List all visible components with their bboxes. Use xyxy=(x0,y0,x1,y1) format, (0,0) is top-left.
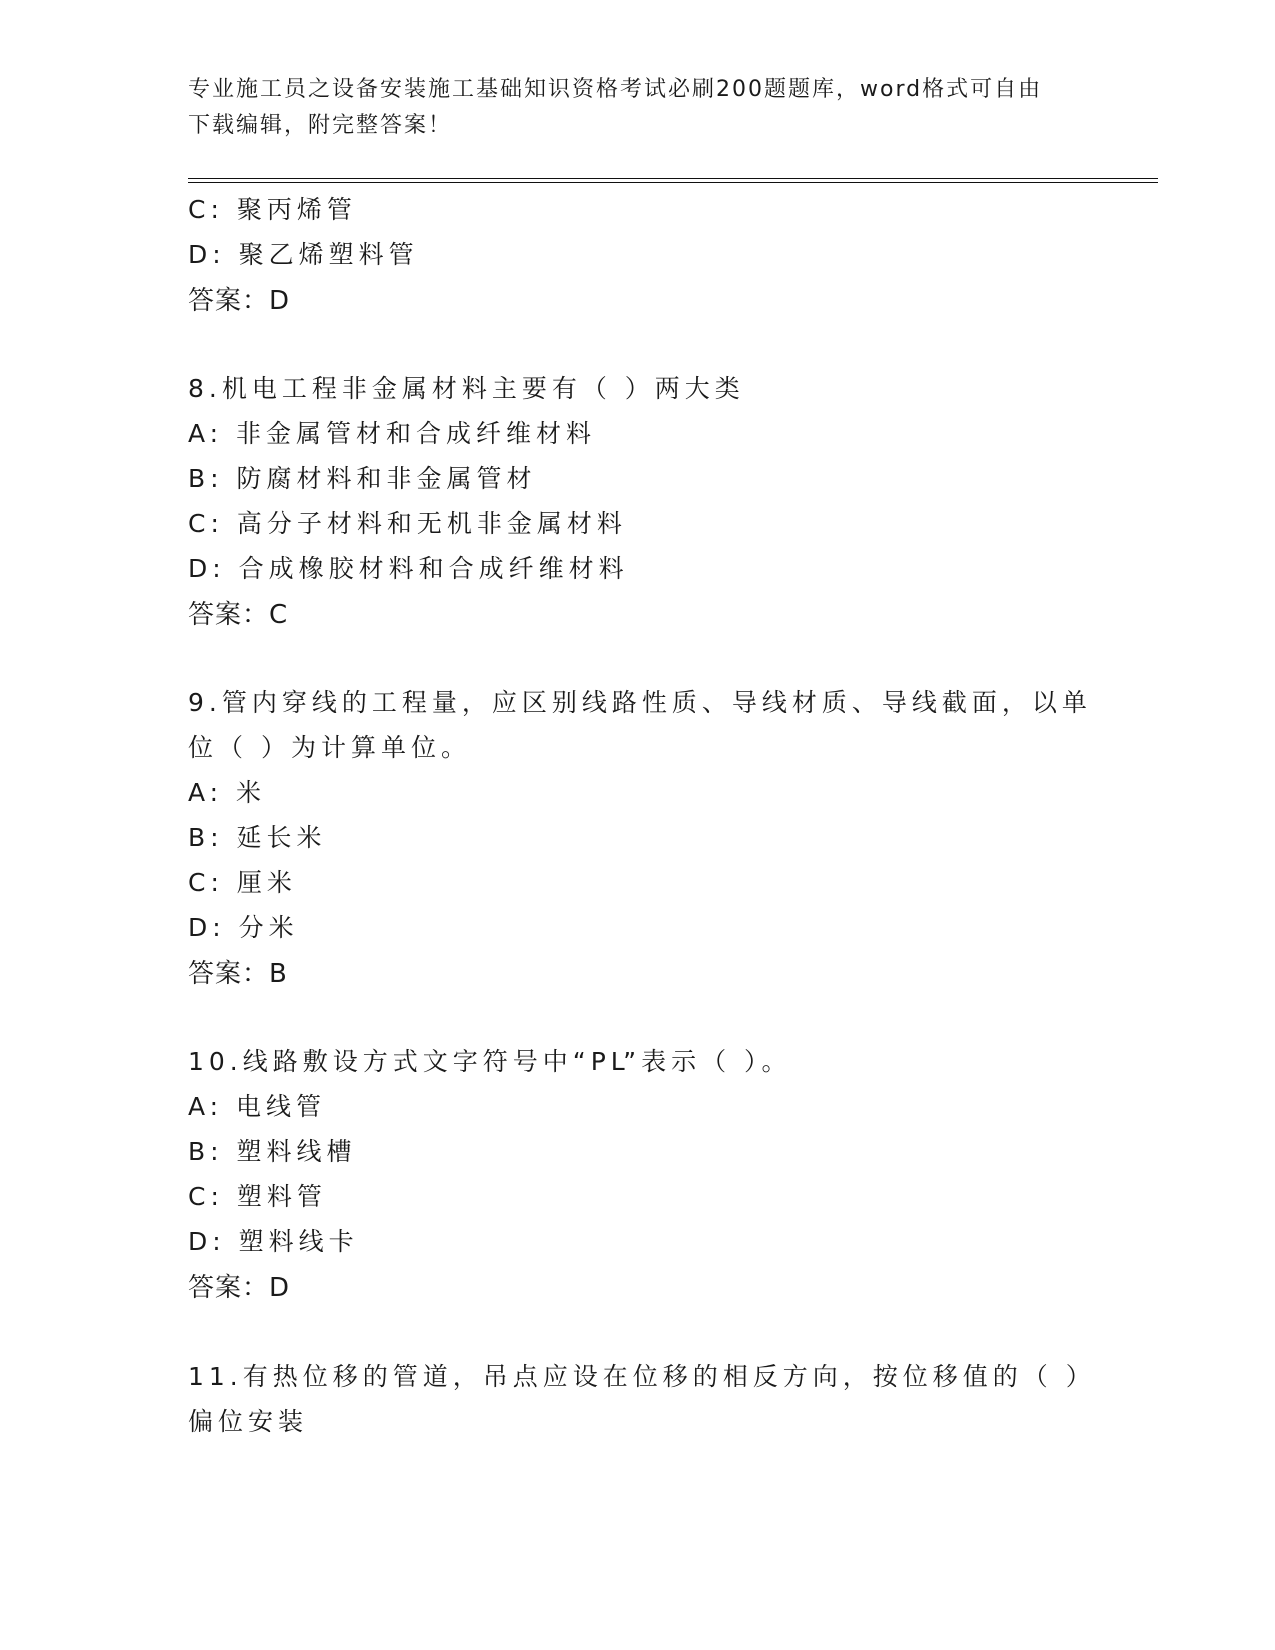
q8-option-a: A: 非金属管材和合成纤维材料 xyxy=(188,419,597,448)
q10-question: 10.线路敷设方式文字符号中“PL”表示（ ）。 xyxy=(188,1047,792,1076)
q8-option-b: B: 防腐材料和非金属管材 xyxy=(188,464,537,493)
q7-option-c: C: 聚丙烯管 xyxy=(188,195,357,224)
q9-question-line-2: 位（ ）为计算单位。 xyxy=(188,733,471,762)
q7-option-d: D: 聚乙烯塑料管 xyxy=(188,240,419,269)
q8-question: 8.机电工程非金属材料主要有（ ）两大类 xyxy=(188,374,745,403)
q10-option-a: A: 电线管 xyxy=(188,1092,327,1121)
q9-option-c: C: 厘米 xyxy=(188,868,297,897)
q10-option-b: B: 塑料线槽 xyxy=(188,1137,357,1166)
header-title-line-2: 下载编辑，附完整答案！ xyxy=(188,113,453,138)
q10-option-d: D: 塑料线卡 xyxy=(188,1227,359,1256)
document-header xyxy=(188,72,1078,144)
header-divider xyxy=(188,178,1158,183)
q8-option-d: D: 合成橡胶材料和合成纤维材料 xyxy=(188,554,629,583)
q9-option-d: D: 分米 xyxy=(188,913,299,942)
q9-answer: 答案：B xyxy=(188,959,288,989)
q11-question-line-2: 偏位安装 xyxy=(188,1407,309,1436)
q10-option-c: C: 塑料管 xyxy=(188,1182,327,1211)
header-title-line-1: 专业施工员之设备安装施工基础知识资格考试必刷200题题库，word格式可自由 xyxy=(188,77,1043,102)
q9-option-b: B: 延长米 xyxy=(188,823,327,852)
q8-answer: 答案：C xyxy=(188,600,289,630)
q8-option-c: C: 高分子材料和无机非金属材料 xyxy=(188,509,627,538)
q9-question-line-1: 9.管内穿线的工程量，应区别线路性质、导线材质、导线截面，以单 xyxy=(188,688,1092,717)
q7-answer: 答案：D xyxy=(188,286,291,316)
q11-question-line-1: 11.有热位移的管道，吊点应设在位移的相反方向，按位移值的（ ） xyxy=(188,1362,1096,1391)
q9-option-a: A: 米 xyxy=(188,778,267,807)
q10-answer: 答案：D xyxy=(188,1273,291,1303)
